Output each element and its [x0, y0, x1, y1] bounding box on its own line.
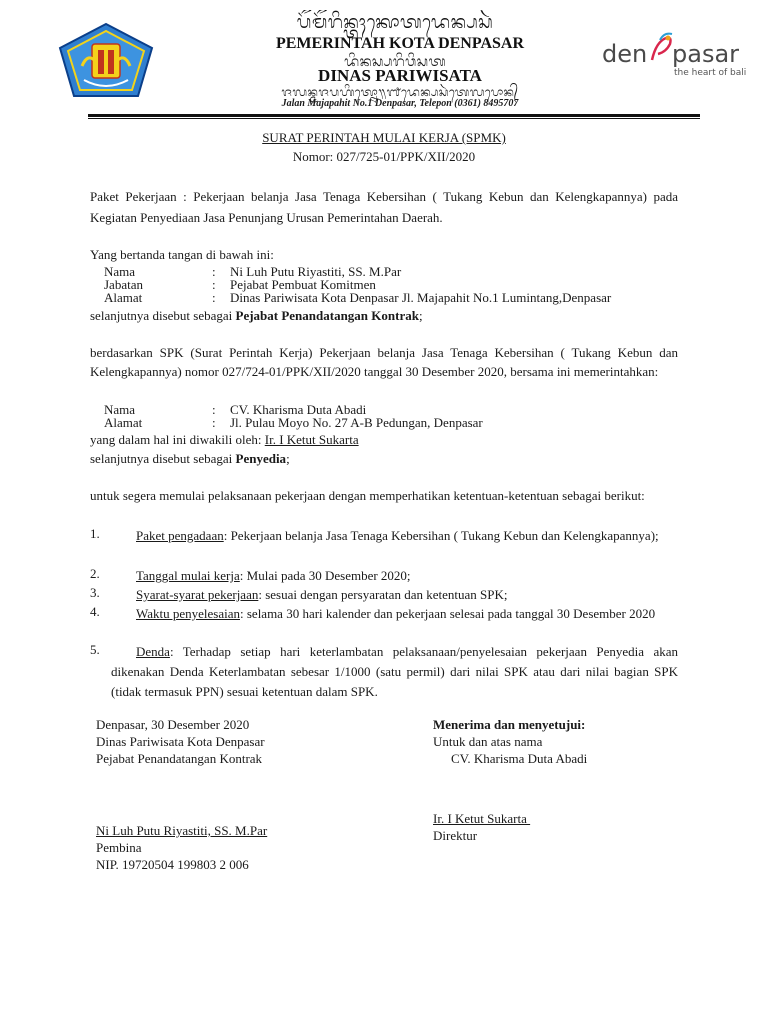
- aksara-title: ᬧᭂᬫᭂᬭᬶᬦ᭄ᬢᬄᬓᭀᬢᬤᬾᬦ᭄ᬧᬲᬃ: [296, 12, 494, 33]
- aksara-address: ᬚᬮᬦ᭄ᬫᬚᬧᬳᬶᬢ᭄ᬦᭀ᭟᭑ᬤᬾᬦ᭄ᬧᬲᬃᬢᬾᬮᬧᭀᬦ᭄: [281, 85, 519, 99]
- vendor-address-row: [104, 416, 704, 430]
- agency-name: DINAS PARIWISATA: [318, 66, 482, 85]
- signer-rank: Pembina: [96, 840, 142, 855]
- list-item: [111, 642, 678, 702]
- office-address: Jalan Majapahit No.1 Denpasar, Telepon (0361) 8495707: [281, 98, 519, 109]
- item-text: : Pekerjaan belanja Jasa Tenaga Kebersihan ( Tukang Kebun dan Kelengkapannya);: [223, 528, 659, 543]
- signer-office: Dinas Pariwisata Kota Denpasar: [96, 734, 265, 749]
- document-number: Nomor: 027/725-01/PPK/XII/2020: [292, 149, 476, 164]
- letterhead-rule-thin: [88, 118, 700, 119]
- field-label: Alamat: [104, 290, 143, 305]
- signer-intro: Yang bertanda tangan di bawah ini:: [90, 247, 274, 262]
- city-emblem-icon: [58, 22, 154, 102]
- field-label: Jabatan: [104, 277, 143, 292]
- on-behalf-of: Untuk dan atas nama: [433, 734, 543, 749]
- item-text: : Terhadap setiap hari keterlambatan pelaksanaan/penyelesaian pekerjaan Penyedia akan dikenakan Denda Keterlambatan sebesar 1/1000 (satu permil) dari nilai SPK atau dari nilai bagian SPK (tidak termasuk PPN) sesuai ketentuan dalam SPK.: [111, 644, 678, 699]
- field-value: Dinas Pariwisata Kota Denpasar Jl. Majapahit No.1 Lumintang,Denpasar: [230, 290, 612, 305]
- item-number: 4.: [90, 604, 100, 619]
- field-value: Ni Luh Putu Riyastiti, SS. M.Par: [230, 264, 402, 279]
- list-item: [111, 604, 678, 624]
- item-number: 3.: [90, 585, 100, 600]
- field-value: Jl. Pulau Moyo No. 27 A-B Pedungan, Denpasar: [230, 415, 483, 430]
- represented-line: [90, 430, 359, 449]
- place-date: Denpasar, 30 Desember 2020: [96, 717, 250, 732]
- field-colon: :: [212, 415, 216, 430]
- field-label: Alamat: [104, 415, 143, 430]
- instruction: untuk segera memulai pelaksanaan pekerjaan dengan memperhatikan ketentuan-ketentuan sebagai berikut:: [90, 488, 645, 503]
- signer-role-line: [90, 306, 423, 325]
- brand-tagline: the heart of bali: [674, 68, 747, 78]
- item-term: Paket pengadaan: [136, 528, 224, 543]
- field-value: Pejabat Pembuat Komitmen: [230, 277, 376, 292]
- field-colon: :: [212, 290, 216, 305]
- represented-prefix: yang dalam hal ini diwakili oleh:: [90, 432, 265, 447]
- signer-name: Ni Luh Putu Riyastiti, SS. M.Par: [96, 823, 268, 838]
- item-text: : Mulai pada 30 Desember 2020;: [239, 568, 411, 583]
- left-signer-identity: [96, 822, 267, 873]
- letterhead: [0, 0, 768, 120]
- field-label: Nama: [104, 264, 136, 279]
- right-signature-block: [433, 716, 587, 767]
- signer-position: Pejabat Penandatangan Kontrak: [96, 751, 263, 766]
- list-item: [111, 526, 678, 546]
- role-prefix: selanjutnya disebut sebagai: [90, 451, 236, 466]
- brand-word-den: den: [602, 40, 648, 68]
- represented-by: Ir. I Ketut Sukarta: [264, 432, 359, 447]
- acceptance-heading: Menerima dan menyetujui:: [433, 717, 586, 732]
- item-number: 1.: [90, 526, 100, 541]
- field-value: CV. Kharisma Duta Abadi: [230, 402, 367, 417]
- government-name: PEMERINTAH KOTA DENPASAR: [275, 35, 524, 52]
- role-prefix: selanjutnya disebut sebagai: [90, 308, 236, 323]
- item-term: Syarat-syarat pekerjaan: [136, 587, 259, 602]
- brand-word-pasar: pasar: [672, 40, 740, 68]
- signer-nip: NIP. 19720504 199803 2 006: [96, 857, 249, 872]
- role-suffix: ;: [286, 451, 290, 466]
- vendor-role-line: [90, 449, 290, 468]
- field-colon: :: [212, 402, 216, 417]
- left-signature-block: [96, 716, 265, 767]
- role-name: Penyedia: [235, 451, 287, 466]
- field-label: Nama: [104, 402, 136, 417]
- field-colon: :: [212, 264, 216, 279]
- item-term: Tanggal mulai kerja: [136, 568, 240, 583]
- item-term: Waktu penyelesaian: [136, 606, 240, 621]
- item-number: 2.: [90, 566, 100, 581]
- right-signer-identity: [433, 810, 530, 844]
- field-colon: :: [212, 277, 216, 292]
- letterhead-rule-thick: [88, 114, 700, 117]
- list-item: [111, 585, 678, 605]
- role-name: Pejabat Penandatangan Kontrak: [235, 308, 419, 323]
- item-term: Denda: [136, 644, 170, 659]
- role-suffix: ;: [418, 308, 423, 323]
- item-text: : selama 30 hari kalender dan pekerjaan selesai pada tanggal 30 Desember 2020: [240, 606, 656, 621]
- director-name: Ir. I Ketut Sukarta: [433, 811, 531, 826]
- denpasar-brand-logo: [602, 30, 752, 80]
- list-item: [111, 566, 678, 586]
- spk-basis: berdasarkan SPK (Surat Perintah Kerja) Pekerjaan belanja Jasa Tenaga Kebersihan ( Tukang Kebun dan Kelengkapannya) nomor 027/724-01/PPK/XII/2020 tanggal 30 Desember 2020, bersama ini memerintahkan:: [90, 345, 678, 379]
- work-package: Paket Pekerjaan : Pekerjaan belanja Jasa Tenaga Kebersihan ( Tukang Kebun dan Kelengkapannya) pada Kegiatan Penyediaan Jasa Penunjang Urusan Pemerintahan Daerah.: [90, 189, 678, 225]
- document-title: SURAT PERINTAH MULAI KERJA (SPMK): [262, 130, 506, 145]
- signer-address-row: [104, 291, 704, 305]
- vendor-company: CV. Kharisma Duta Abadi: [451, 751, 588, 766]
- director-position: Direktur: [433, 828, 478, 843]
- item-text: : sesuai dengan persyaratan dan ketentuan SPK;: [258, 587, 508, 602]
- item-number: 5.: [90, 642, 100, 657]
- signer-name-row: [104, 265, 704, 279]
- aksara-agency: ᬤᬶᬦᬲ᭄ᬧᬭᬶᬯᬶᬲᬢ: [344, 54, 446, 70]
